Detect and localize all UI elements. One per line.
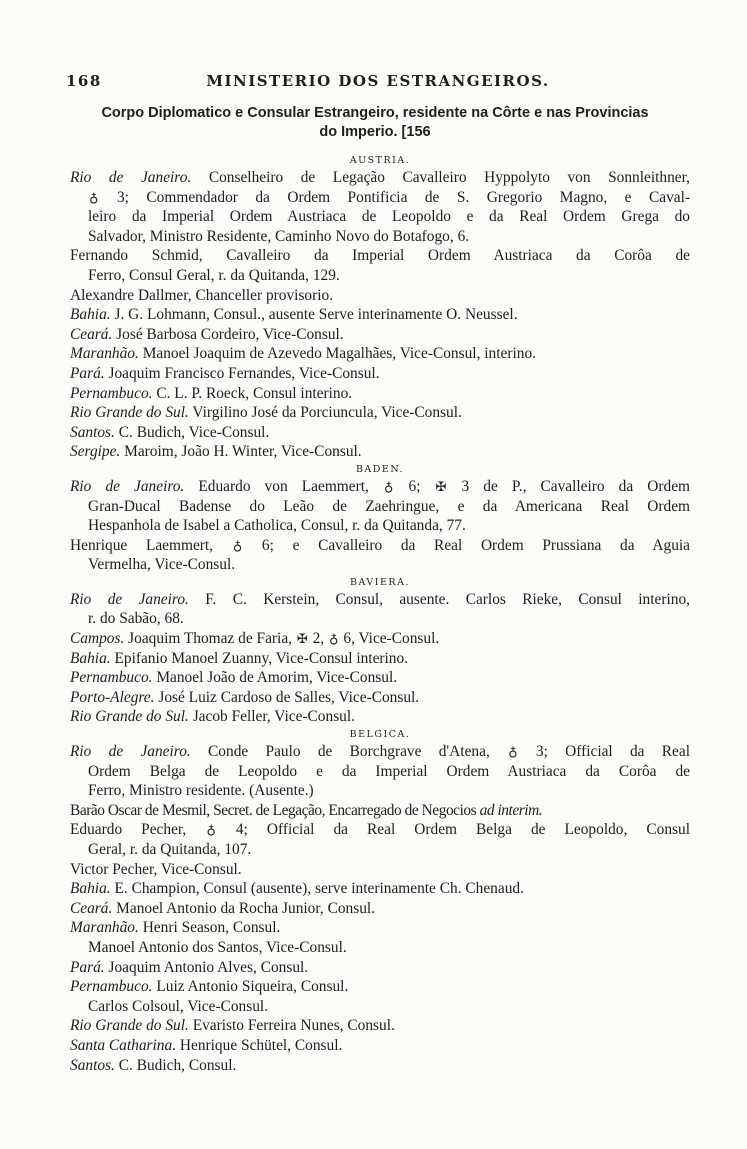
place-name: Bahia. [70,880,111,898]
entry-line: Rio Grande do Sul. Jacob Feller, Vice-Consul. [70,708,355,726]
entry-line: Sergipe. Maroim, João H. Winter, Vice-Consul. [70,443,362,461]
place-name: Ceará. [70,899,113,917]
country-heading-austria: AUSTRIA. [349,155,411,166]
place-name: Bahia. [70,306,111,324]
entry-line: Rio de Janeiro. Conselheiro de Legação Cavalleiro Hyppolyto von Sonnleithner, [70,169,690,186]
entry-line: Rio Grande do Sul. Virgilino José da Porciuncula, Vice-Consul. [70,404,462,422]
entry-line: Ceará. Manoel Antonio da Rocha Junior, Consul. [70,899,376,917]
entry-line: Rio de Janeiro. Eduardo von Laemmert, ♁ 6; ✠ 3 de P., Cavalleiro da Ordem [70,477,690,495]
place-name: Rio de Janeiro. [70,590,189,608]
place-name: Maranhão. [70,919,139,937]
order-a-icon: ♁ [329,631,339,647]
place-name: Rio Grande do Sul. [70,708,189,726]
entry-line: Ordem Belga de Leopoldo e da Imperial Ordem Austriaca da Corôa de [88,762,690,780]
order-b-icon: ✠ [296,631,308,647]
entry-line: Santos. C. Budich, Consul. [70,1056,237,1074]
entry-line: Salvador, Ministro Residente, Caminho Novo do Botafogo, 6. [88,227,470,245]
entry-line: Carlos Colsoul, Vice-Consul. [88,997,269,1015]
entry-line: Campos. Joaquim Thomaz de Faria, ✠ 2, ♁ 6, Vice-Consul. [70,630,440,648]
place-name: Ceará. [70,325,113,343]
entry-line: Ferro, Consul Geral, r. da Quitanda, 129. [88,266,340,284]
document-body [70,153,690,1075]
country-heading-baden: BADEN. [355,463,405,475]
place-name: Santos. [70,423,115,441]
place-name: Santa Catharina. [70,1036,177,1054]
entry-line: Pernambuco. Manoel João de Amorim, Vice-Consul. [70,669,398,687]
entry-line: Alexandre Dallmer, Chanceller provisorio. [70,286,334,304]
entry-line: leiro da Imperial Ordem Austriaca de Leopoldo e da Real Ordem Grega do [88,208,690,226]
entry-line: Rio de Janeiro. Conde Paulo de Borchgrave d'Atena, ♁ 3; Official da Real [70,743,690,761]
entry-line: Santa Catharina. Henrique Schütel, Consul. [70,1036,343,1054]
place-name: Bahia. [70,649,111,667]
place-name: Pará. [70,958,105,976]
order-a-icon: ♁ [232,537,243,553]
entry-line: Santos. C. Budich, Vice-Consul. [70,423,270,441]
place-name: Maranhão. [70,345,139,363]
header-title: MINISTERIO DOS ESTRANGEIROS. [206,72,550,90]
entry-line: Ceará. José Barbosa Cordeiro, Vice-Consul. [70,325,344,343]
page-number: 168 [66,72,102,90]
place-name: Rio de Janeiro. [70,169,192,186]
entry-line: Gran-Ducal Badense do Leão de Zaehringue, e da Americana Real Ordem [88,497,690,515]
entry-line: Manoel Antonio dos Santos, Vice-Consul. [88,938,347,956]
place-name: Rio de Janeiro. [70,743,191,761]
place-name: Pernambuco. [70,669,153,687]
order-b-icon: ✠ [435,478,447,494]
entry-line: Barão Oscar de Mesmil, Secret. de Legação, Encarregado de Negocios ad interim. [70,801,543,819]
entry-line: Bahia. E. Champion, Consul (ausente), serve interinamente Ch. Chenaud. [70,880,524,898]
place-name: Sergipe. [70,443,121,461]
section-title-line-1: Corpo Diplomatico e Consular Estrangeiro, residente na Côrte e nas Provincias [101,105,649,121]
order-a-icon: ♁ [383,478,394,494]
entry-line: Maranhão. Henri Season, Consul. [70,919,281,937]
entry-line: Porto-Alegre. José Luiz Cardoso de Salles, Vice-Consul. [70,688,420,706]
entry-line: Henrique Laemmert, ♁ 6; e Cavalleiro da Real Ordem Prussiana da Aguia [70,536,690,554]
entry-line: Eduardo Pecher, ♁ 4; Official da Real Ordem Belga de Leopoldo, Consul [70,821,690,839]
place-name: Rio Grande do Sul. [70,1017,189,1035]
order-a-icon: ♁ [508,744,518,760]
order-a-icon: ♁ [89,189,99,205]
place-name: Pará. [70,364,105,382]
entry-line: r. do Sabão, 68. [88,610,184,628]
entry-line: ♁ 3; Commendador da Ordem Pontificia de S. Gregorio Magno, e Caval- [89,188,690,206]
place-name: Rio de Janeiro. [70,477,185,495]
entry-line: Pernambuco. Luiz Antonio Siqueira, Consul. [70,978,349,996]
entry-line: Victor Pecher, Vice-Consul. [70,860,242,878]
country-heading-belgica: BELGICA. [349,729,411,741]
place-name: Santos. [70,1056,115,1074]
entry-line: Ferro, Ministro residente. (Ausente.) [88,782,314,800]
entry-line: Maranhão. Manoel Joaquim de Azevedo Magalhães, Vice-Consul, interino. [70,345,536,363]
section-title [70,104,680,142]
place-name: Campos. [70,630,125,648]
entry-line: Vermelha, Vice-Consul. [88,556,236,574]
entry-line: Rio Grande do Sul. Evaristo Ferreira Nunes, Consul. [70,1017,395,1035]
entry-line: Pernambuco. C. L. P. Roeck, Consul interino. [70,384,353,402]
place-name: Rio Grande do Sul. [70,404,189,422]
entry-line: Rio de Janeiro. F. C. Kerstein, Consul, ausente. Carlos Rieke, Consul interino, [70,590,690,608]
place-name: Porto-Alegre. [70,688,155,706]
entry-line: Pará. Joaquim Francisco Fernandes, Vice-Consul. [70,364,380,382]
entry-line: Geral, r. da Quitanda, 107. [88,841,252,858]
entry-line: Pará. Joaquim Antonio Alves, Consul. [70,958,309,976]
entry-line: Hespanhola de Isabel a Catholica, Consul, r. da Quitanda, 77. [88,517,466,535]
country-heading-baviera: BAVIERA. [350,576,410,588]
place-name: Pernambuco. [70,384,153,402]
place-name: Pernambuco. [70,978,153,996]
order-a-icon: ♁ [206,822,216,838]
entry-line: Fernando Schmid, Cavalleiro da Imperial Ordem Austriaca da Corôa de [70,247,690,265]
entry-line: Bahia. Epifanio Manoel Zuanny, Vice-Consul interino. [70,649,409,667]
section-title-line-2: do Imperio. [156 [319,124,431,140]
entry-line: Bahia. J. G. Lohmann, Consul., ausente Serve interinamente O. Neussel. [70,306,518,324]
